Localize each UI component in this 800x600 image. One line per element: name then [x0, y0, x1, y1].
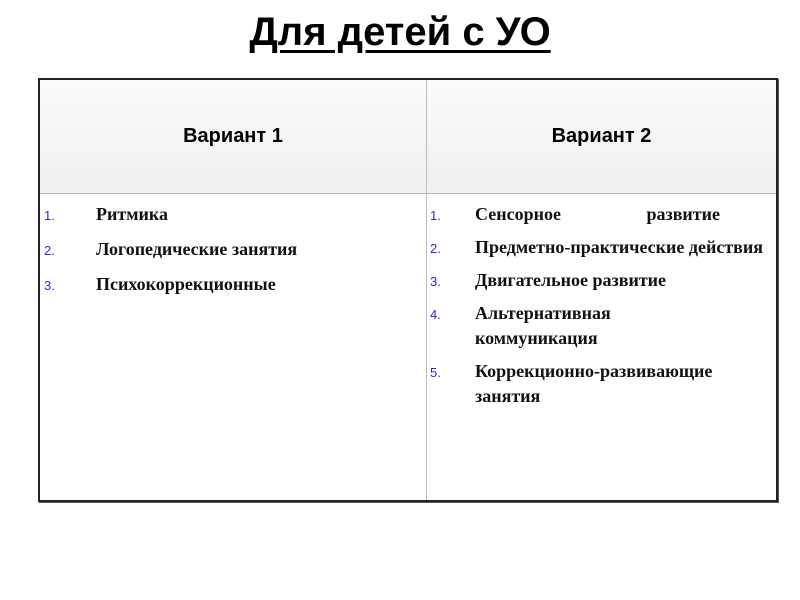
list-item-text: Сенсорное развитие — [475, 204, 720, 224]
variant-1-cell — [40, 194, 426, 307]
header-variant-1: Вариант 1 — [183, 125, 283, 147]
list-number: 3. — [44, 278, 55, 293]
variant-1-list — [40, 194, 426, 297]
list-item-text: Ритмика — [96, 204, 168, 224]
variants-table — [38, 78, 778, 502]
variant-2-list — [427, 194, 776, 409]
list-number: 3. — [430, 274, 441, 289]
list-number: 1. — [430, 208, 441, 223]
slide-title: Для детей с УО — [249, 10, 551, 54]
list-item-text: Коррекционно-развивающие занятия — [475, 361, 713, 406]
list-number: 5. — [430, 365, 441, 380]
list-item — [427, 202, 776, 227]
list-item — [427, 235, 776, 260]
list-item — [427, 268, 776, 293]
list-item — [40, 237, 426, 262]
list-item-text: Двигательное развитие — [475, 270, 667, 290]
variant-2-cell — [427, 194, 776, 417]
list-item-text: Логопедические занятия — [96, 239, 298, 259]
header-variant-2: Вариант 2 — [551, 125, 652, 147]
list-item-text: Психокоррекционные — [96, 274, 276, 294]
list-item — [40, 272, 426, 297]
list-number: 2. — [430, 241, 441, 256]
list-item — [427, 301, 776, 351]
list-number: 1. — [44, 208, 55, 223]
list-item — [427, 359, 776, 409]
list-number: 2. — [44, 243, 55, 258]
list-item-text: Предметно-практические действия — [475, 237, 763, 257]
list-item — [40, 202, 426, 227]
list-number: 4. — [430, 307, 441, 322]
list-item-text: Альтернативная коммуникация — [475, 303, 611, 348]
